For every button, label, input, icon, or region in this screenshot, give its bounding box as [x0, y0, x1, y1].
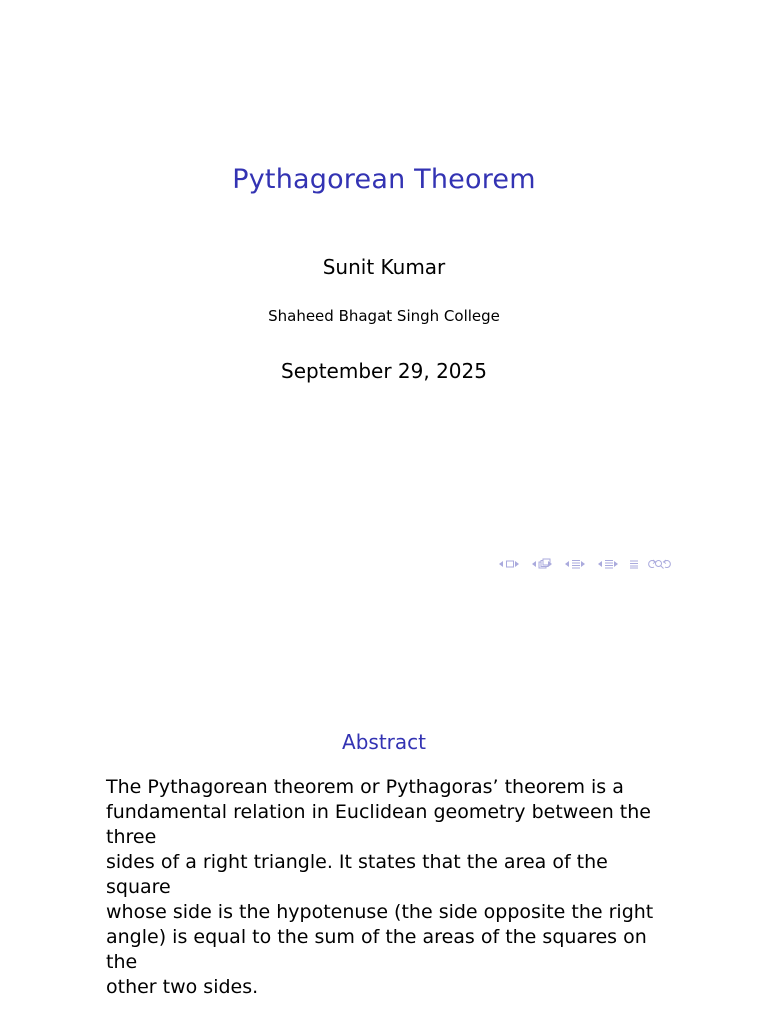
abstract-slide [0, 600, 768, 1024]
institute-name: Shaheed Bhagat Singh College [268, 307, 500, 325]
subsection-prev-icon[interactable] [530, 557, 538, 571]
section-icon[interactable] [604, 557, 612, 571]
presentation-date: September 29, 2025 [281, 359, 487, 383]
frame-prev-icon[interactable] [497, 557, 505, 571]
abstract-line: other two sides. [106, 976, 259, 998]
back-icon[interactable] [646, 557, 654, 571]
search-group [646, 557, 670, 571]
abstract-line: whose side is the hypotenuse (the side opposite the right [106, 901, 654, 923]
forward-icon[interactable] [662, 557, 670, 571]
section-next-icon[interactable] [612, 557, 620, 571]
subsection-nav [530, 557, 554, 571]
subsection-icon[interactable] [538, 557, 546, 571]
author-name: Sunit Kumar [322, 255, 446, 279]
section-icon[interactable] [571, 557, 579, 571]
abstract-line: angle) is equal to the sum of the areas of the squares on the [106, 926, 647, 973]
navigation-bar [497, 557, 670, 571]
presentation-title: Pythagorean Theorem [232, 164, 536, 195]
search-icon[interactable] [654, 557, 662, 571]
document-nav [596, 557, 620, 571]
abstract-text [106, 775, 666, 1000]
section-nav [563, 557, 587, 571]
document-icon[interactable] [629, 557, 637, 571]
section-prev-icon[interactable] [563, 557, 571, 571]
frame-next-icon[interactable] [513, 557, 521, 571]
abstract-line: sides of a right triangle. It states that the area of the square [106, 851, 608, 898]
frame-icon[interactable] [505, 557, 513, 571]
document-group [629, 557, 637, 571]
section-next-icon[interactable] [579, 557, 587, 571]
subsection-next-icon[interactable] [546, 557, 554, 571]
abstract-heading: Abstract [342, 730, 426, 754]
abstract-line: fundamental relation in Euclidean geometry between the three [106, 801, 651, 848]
abstract-line: The Pythagorean theorem or Pythagoras’ theorem is a [106, 776, 624, 798]
section-prev-icon[interactable] [596, 557, 604, 571]
frame-nav [497, 557, 521, 571]
